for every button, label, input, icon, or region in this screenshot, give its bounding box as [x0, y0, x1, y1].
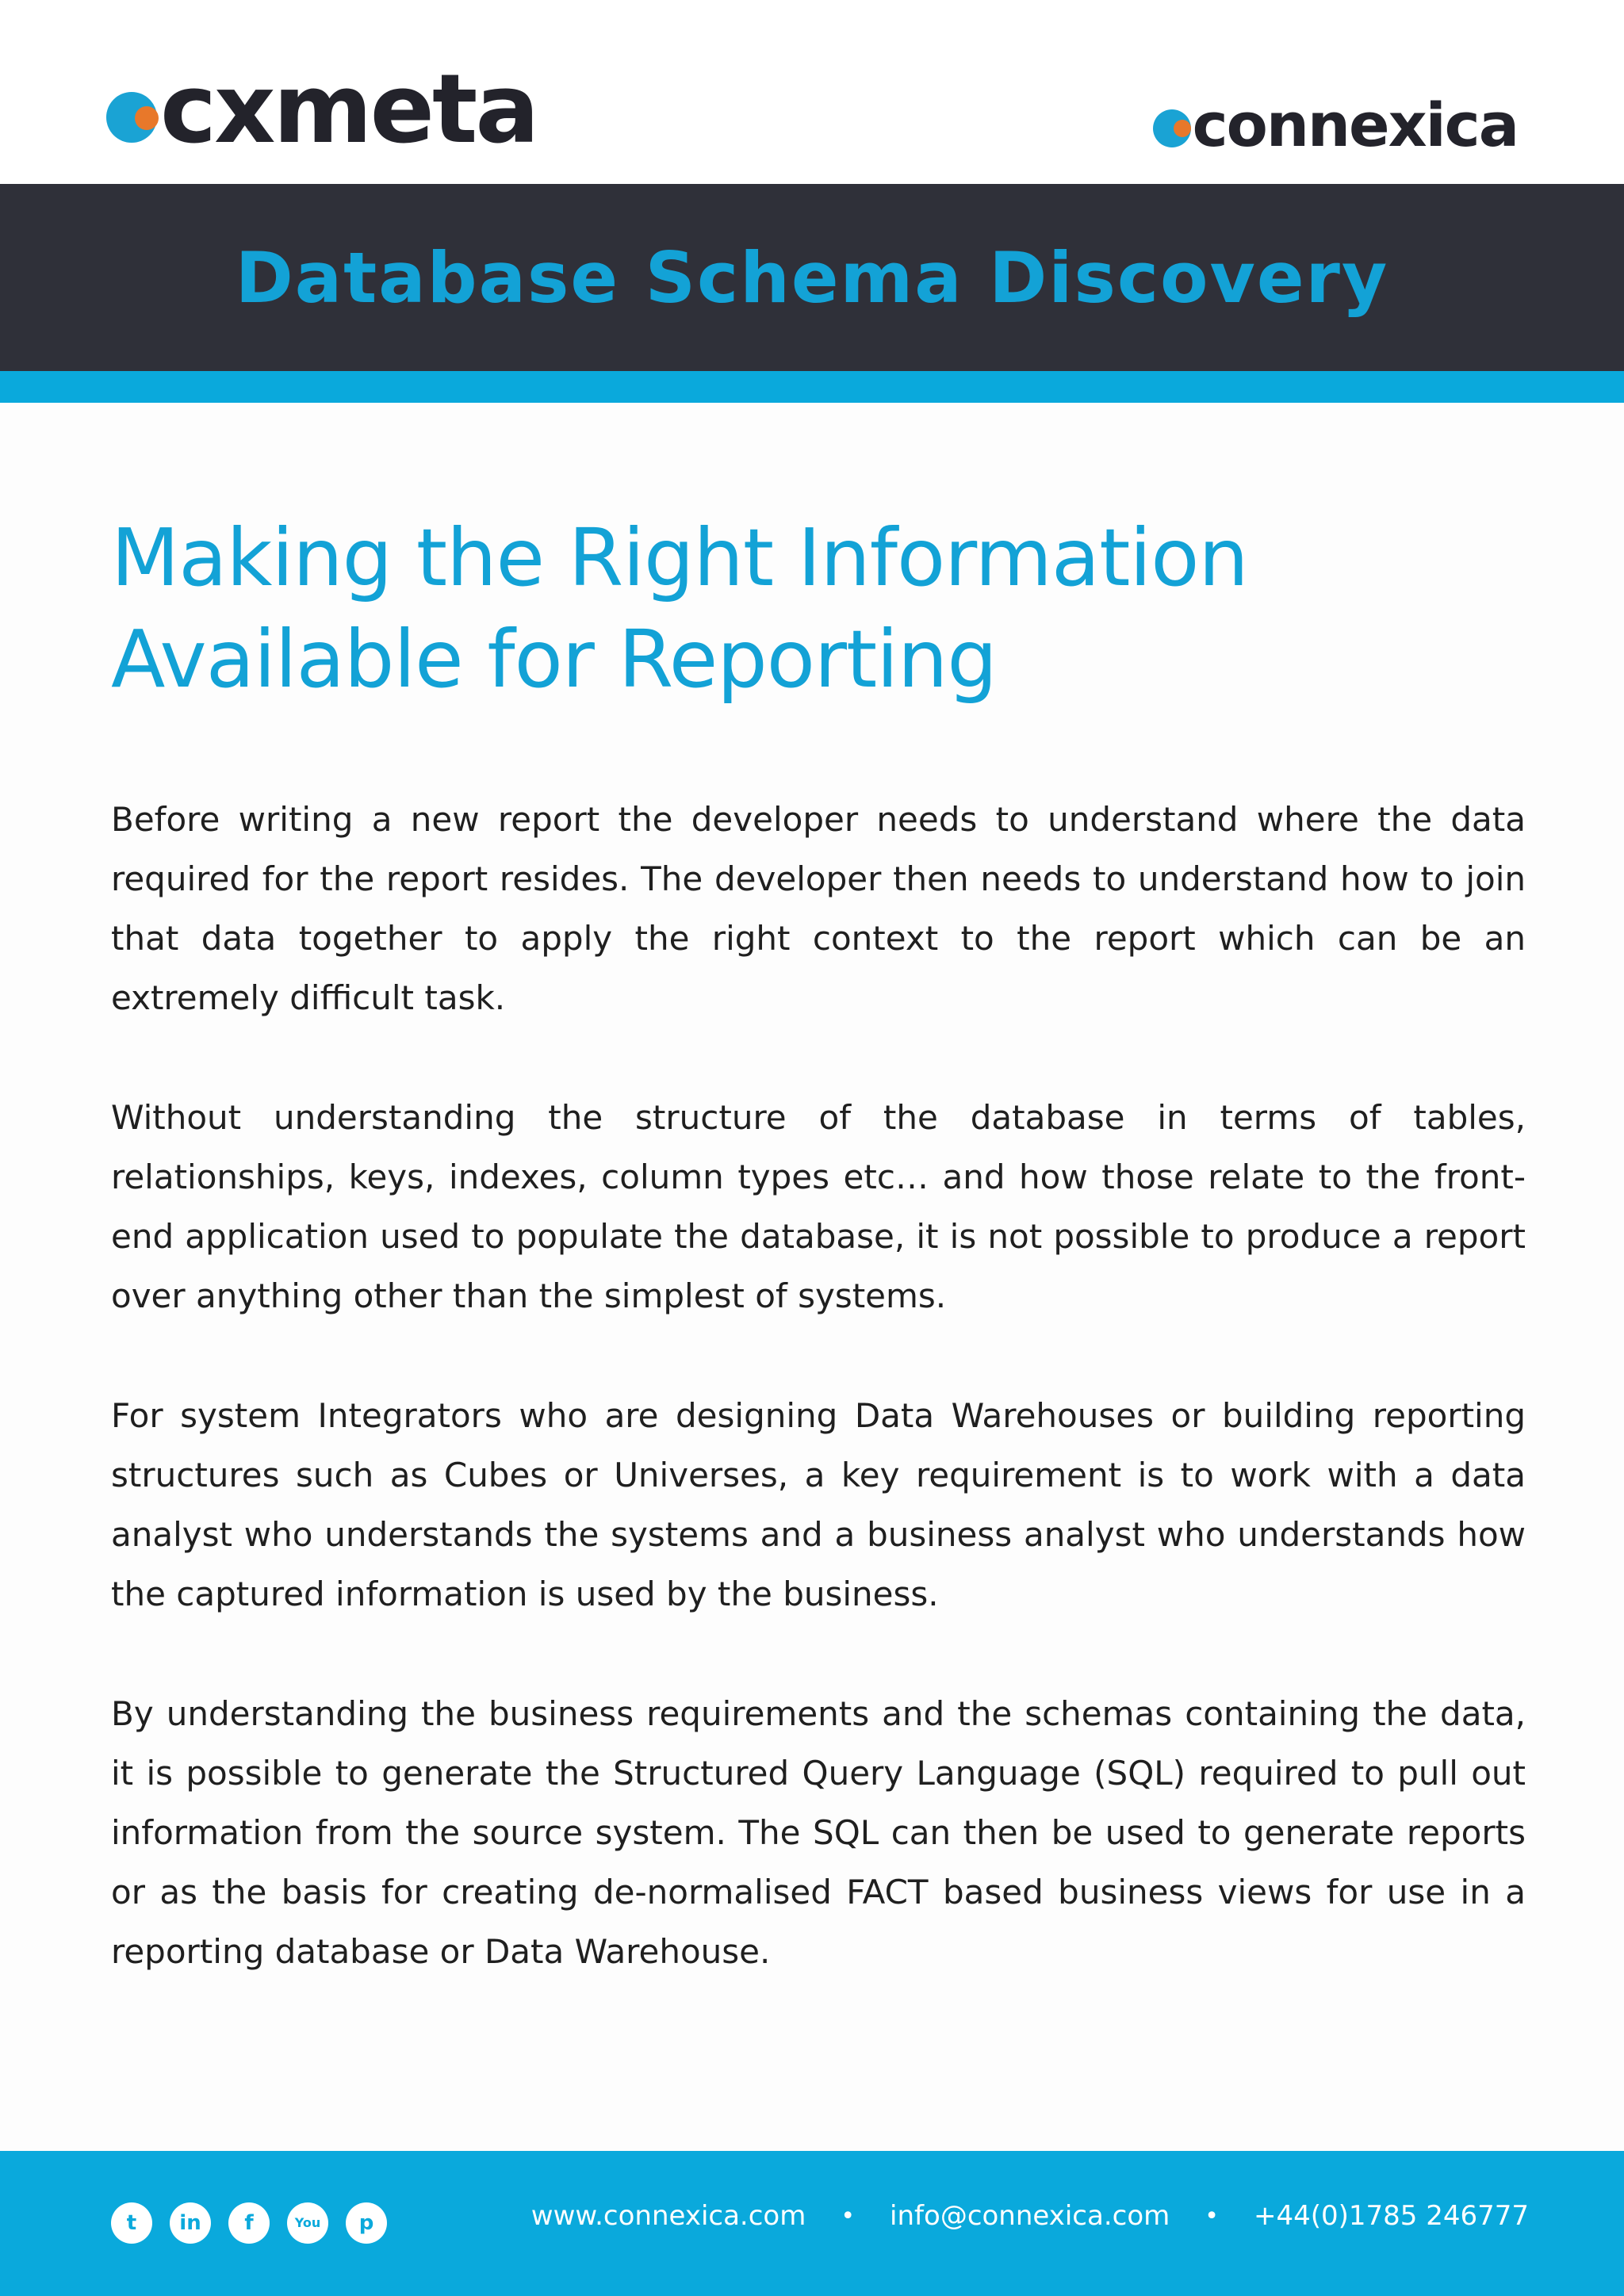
footer — [0, 2151, 1624, 2296]
paragraph: Without understanding the structure of the database in terms of tables, relationships, keys, indexes, column types etc… and how those relate to the front-end application used to populate the database, it is not possible to produce a report over anything other than the simplest of systems. — [111, 1098, 1526, 1315]
separator: • — [841, 2202, 856, 2230]
logo-bar — [0, 0, 1624, 184]
article-heading-line-1: Making the Right Information — [111, 511, 1248, 604]
contact-info — [531, 2200, 1529, 2232]
social-links — [111, 2202, 387, 2244]
cxmeta-logo-icon — [106, 92, 157, 143]
article — [111, 507, 1526, 2042]
connexica-logo-text: connexica — [1192, 90, 1518, 160]
connexica-logo[interactable] — [1153, 90, 1518, 160]
cxmeta-logo[interactable] — [106, 55, 538, 165]
paragraph: Before writing a new report the developer needs to understand where the data required for the report resides. The developer then needs to understand how to join that data together to apply the right context to the report which can be an extremely difficult task. — [111, 800, 1526, 1017]
paragraph: By understanding the business requirements and the schemas containing the data, it is possible to generate the Structured Query Language (SQL) required to pull out information from the source system. The SQL can then be used to generate reports or as the basis for creating de-normalised FACT based business views for use in a reporting database or Data Warehouse. — [111, 1694, 1526, 1971]
accent-stripe — [0, 371, 1624, 403]
linkedin-icon[interactable]: in — [170, 2202, 211, 2244]
connexica-logo-icon — [1153, 109, 1191, 147]
title-banner — [0, 184, 1624, 371]
website-link[interactable]: www.connexica.com — [530, 2200, 806, 2232]
facebook-icon[interactable]: f — [228, 2202, 270, 2244]
article-heading-line-2: Available for Reporting — [111, 613, 997, 706]
separator: • — [1205, 2202, 1219, 2230]
pinterest-icon[interactable]: p — [346, 2202, 387, 2244]
phone-number: +44(0)1785 246777 — [1253, 2200, 1529, 2232]
paragraph: For system Integrators who are designing Data Warehouses or building reporting structures such as Cubes or Universes, a key requirement is to work with a data analyst who understands the systems and a business analyst who understands how the captured information is used by the business. — [111, 1396, 1526, 1613]
banner-title: Database Schema Discovery — [235, 236, 1389, 319]
cxmeta-logo-text: cxmeta — [160, 55, 538, 165]
twitter-icon[interactable]: t — [111, 2202, 152, 2244]
youtube-icon[interactable]: You — [287, 2202, 328, 2244]
article-heading — [111, 507, 1526, 710]
email-link[interactable]: info@connexica.com — [890, 2200, 1170, 2232]
